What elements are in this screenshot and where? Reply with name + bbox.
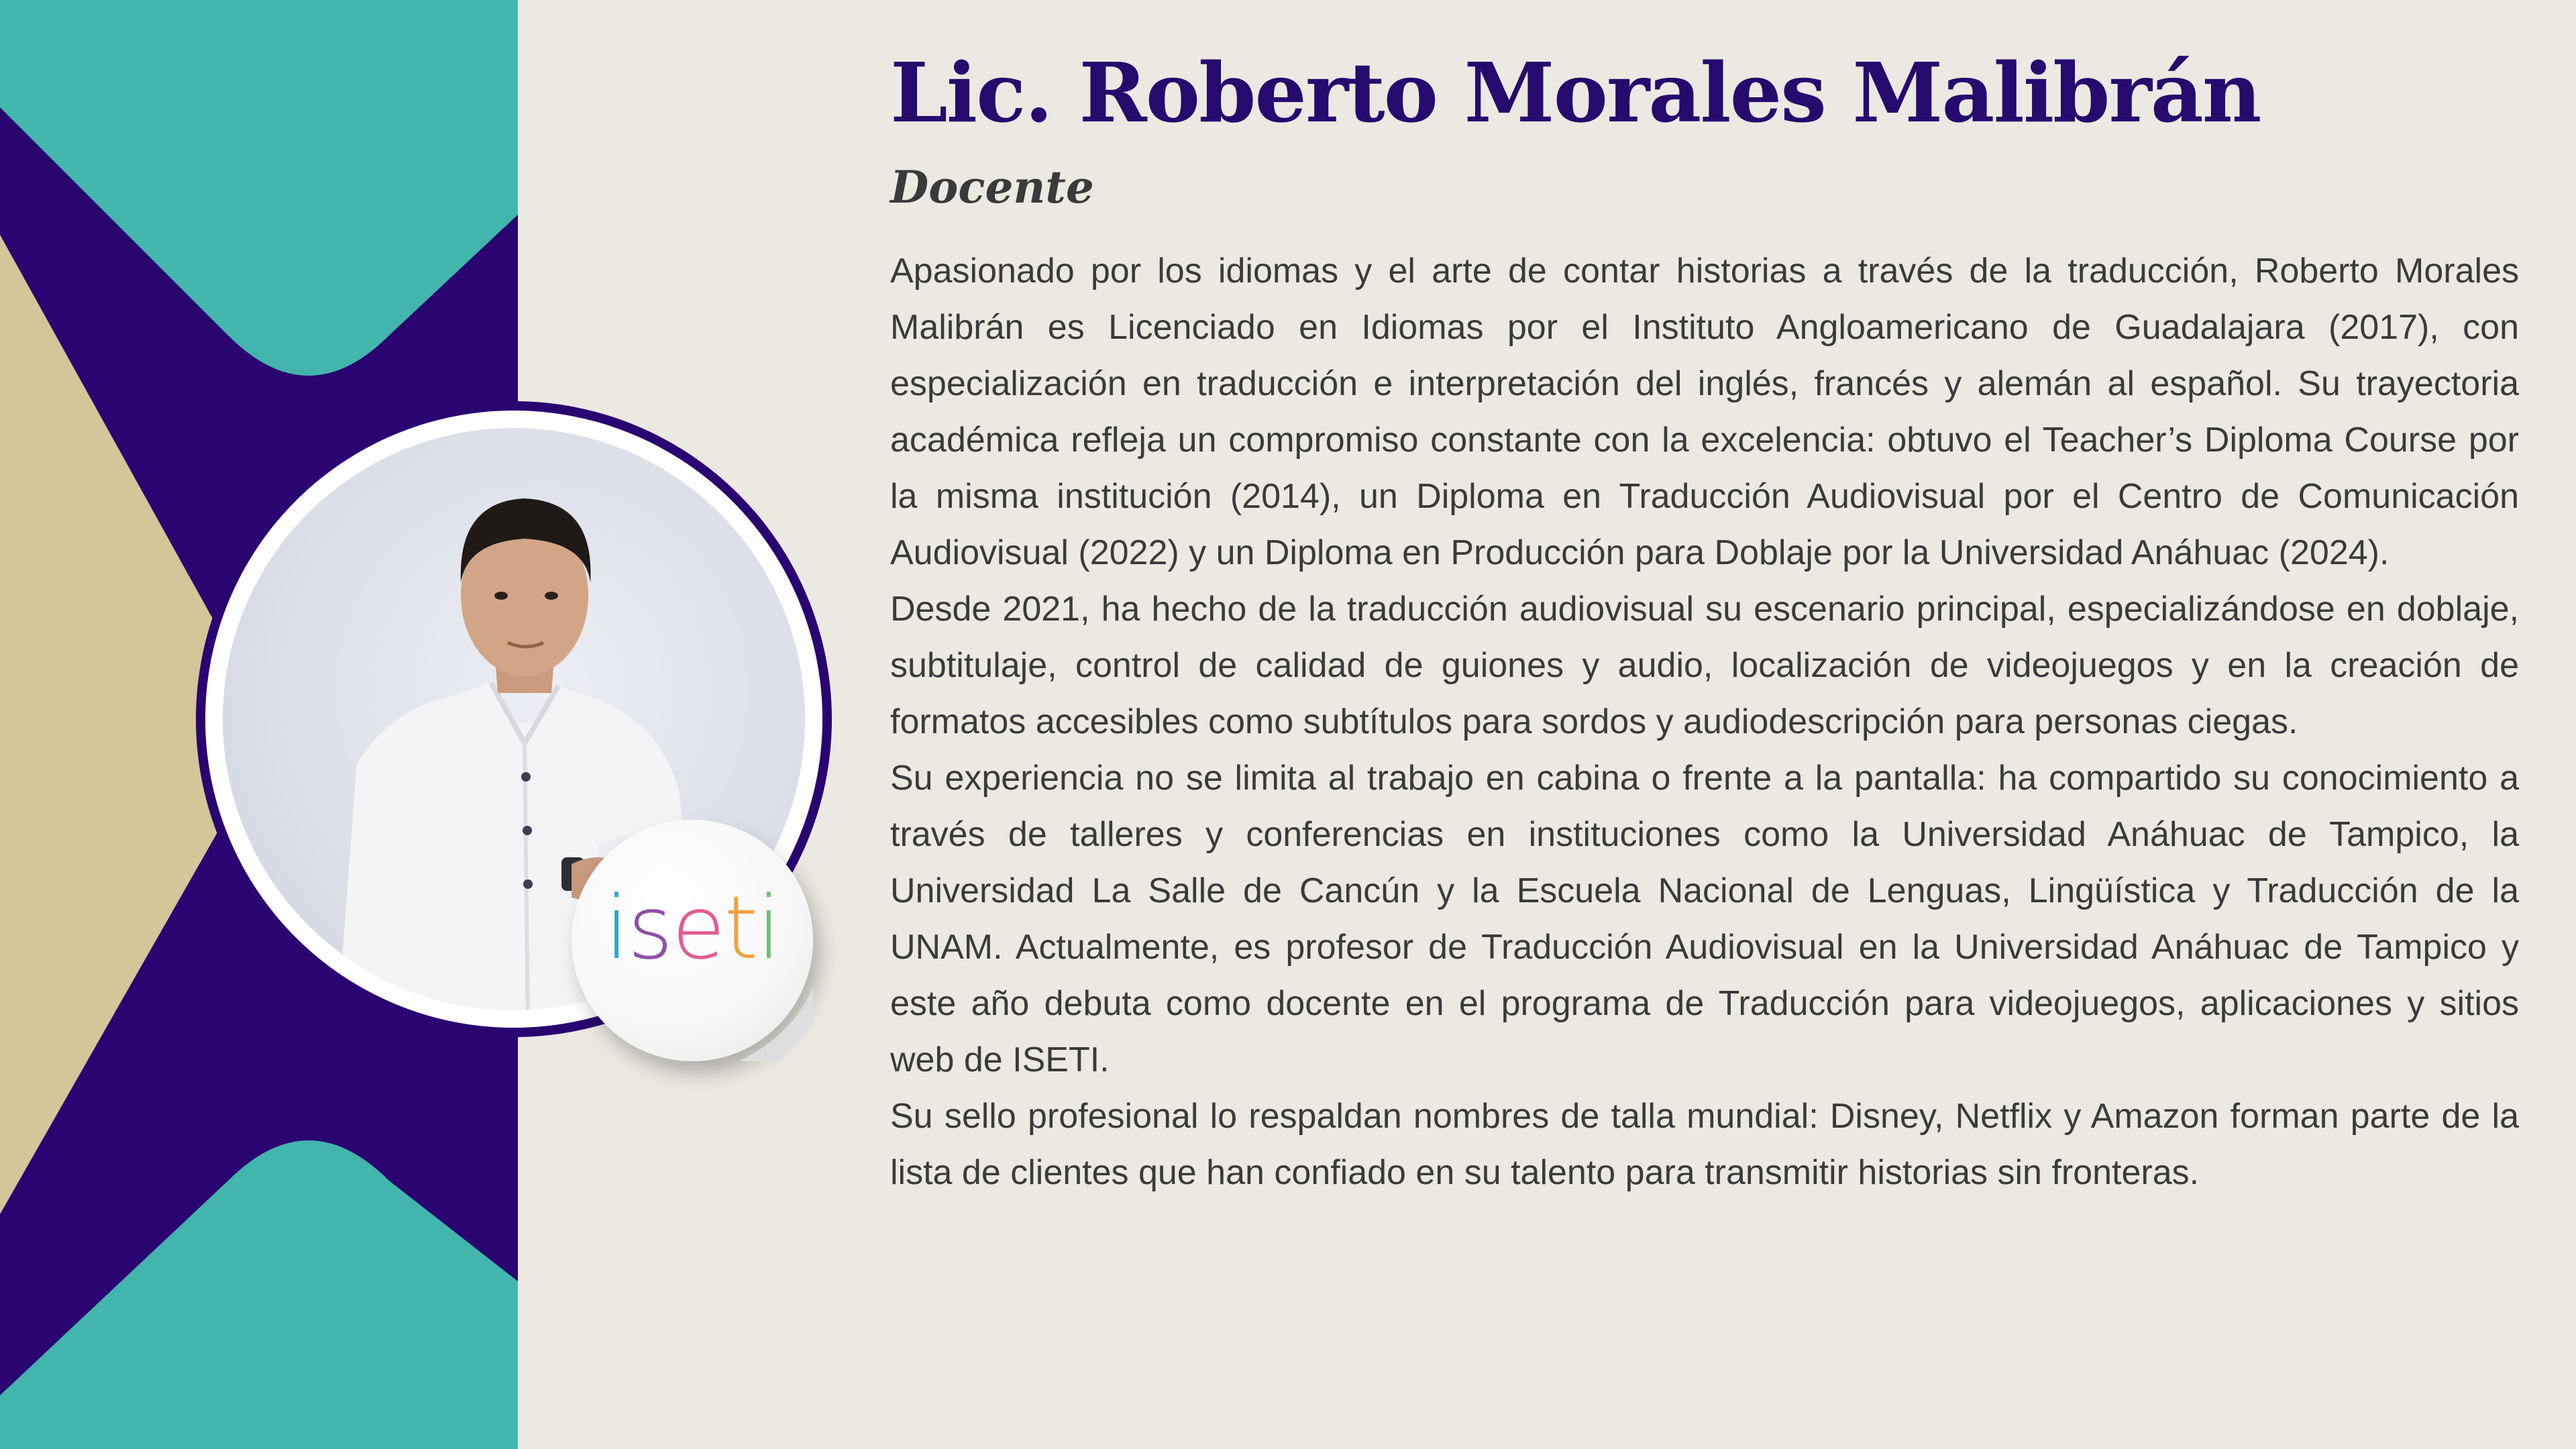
bio-paragraph: Apasionado por los idiomas y el arte de contar historias a través de la traducción, Roberto Morales Malibrán es Licenciado en Idiomas por el Instituto Angloamericano de Guadalajara (2017), con especialización en traducción e interpretación del inglés, francés y alemán al español. Su trayectoria académica refleja un compromiso constante con la excelencia: obtuvo el Teacher’s Diploma Course por la misma institución (2014), un Diploma en Traducción Audiovisual por el Centro de Comunicación Audiovisual (2022) y un Diploma en Producción para Doblaje por la Universidad Anáhuac (2024). [890, 252, 2519, 572]
biography [890, 243, 2519, 1201]
page-curl-icon [733, 981, 813, 1061]
page-title: Lic. Roberto Morales Malibrán [890, 44, 2261, 141]
bio-paragraph: Desde 2021, ha hecho de la traducción audiovisual su escenario principal, especializándose en doblaje, subtitulaje, control de calidad de guiones y audio, localización de videojuegos y en la creación de formatos accesibles como subtítulos para sordos y audiodescripción para personas ciegas. [890, 590, 2519, 741]
iseti-logo: iseti [604, 877, 780, 979]
bio-paragraph: Su sello profesional lo respaldan nombres de talla mundial: Disney, Netflix y Amazon forman parte de la lista de clientes que han confiado en su talento para transmitir historias sin fronteras. [890, 1097, 2519, 1192]
bio-paragraph: Su experiencia no se limita al trabajo en cabina o frente a la pantalla: ha compartido su conocimiento a través de talleres y conferencias en instituciones como la Universidad Anáhuac de Tampico, la Universidad La Salle de Cancún y la Escuela Nacional de Lenguas, Lingüística y Traducción de la UNAM. Actualmente, es profesor de Traducción Audiovisual en la Universidad Anáhuac de Tampico y este año debuta como docente en el programa de Traducción para videojuegos, aplicaciones y sitios web de ISETI. [890, 759, 2519, 1079]
iseti-sticker [572, 820, 813, 1061]
role-subtitle: Docente [890, 161, 1094, 213]
